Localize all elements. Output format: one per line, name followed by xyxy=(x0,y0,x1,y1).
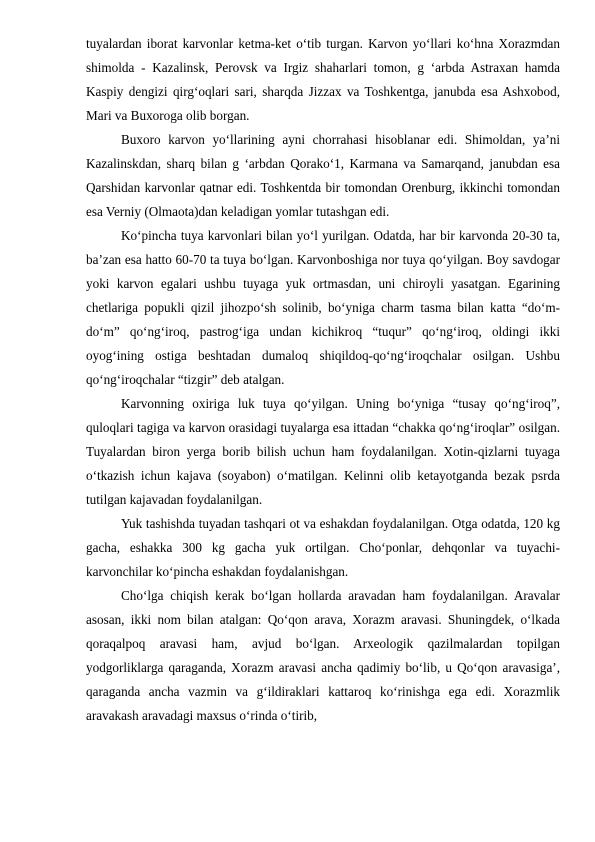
paragraph-camel-caravans: Ko‘pincha tuya karvonlari bilan yo‘l yurilgan. Odatda, har bir karvonda 20-30 ta, ba’zan esa hatto 60-70 ta tuya bo‘lgan. Karvonboshiga nor tuya qo‘yilgan. Boy savdogar yoki karvon egalari ushbu tuyaga yuk ortmasdan, uni chiroyli yasatgan. Egarining chetlariga popukli qizil jihozpo‘sh solinib, bo‘yniga charm tasma bilan katta “do‘m-do‘m” qo‘ng‘iroq, pastrog‘iga undan kichikroq “tuqur” qo‘ng‘iroq, oldingi ikki oyog‘ining ostiga beshtadan dumaloq shiqildoq-qo‘ng‘iroqchalar osilgan. Ushbu qo‘ng‘iroqchalar “tizgir” deb atalgan. xyxy=(86,228,560,387)
paragraph-buxoro-crossroads: Buxoro karvon yo‘llarining ayni chorrahasi hisoblanar edi. Shimoldan, ya’ni Kazalinskdan, sharq bilan g ‘arbdan Qorako‘1, Karmana va Samarqand, janubdan esa Qarshidan karvonlar qatnar edi. Toshkentda bir tomondan Orenburg, ikkinchi tomondan esa Verniy (Olmaota)dan keladigan yomlar tutashgan edi. xyxy=(86,132,560,219)
paragraph-caravan-bells: Karvonning oxiriga luk tuya qo‘yilgan. Uning bo‘yniga “tusay qo‘ng‘iroq”, quloqlari tagiga va karvon orasidagi tuyalarga esa ittadan “chakka qo‘ng‘iroqlar” osilgan. Tuyalardan biron yerga borib bilish uchun ham foydalanilgan. Xotin-qizlarni tuyaga o‘tkazish ichun kajava (soyabon) o‘matilgan. Kelinni olib ketayotganda bezak psrda tutilgan kajavadan foydalanilgan. xyxy=(86,396,560,507)
paragraph-horse-donkey-loads: Yuk tashishda tuyadan tashqari ot va eshakdan foydalanilgan. Otga odatda, 120 kg gacha, eshakka 300 kg gacha yuk ortilgan. Cho‘ponlar, dehqonlar va tuyachi-karvonchilar ko‘pincha eshakdan foydalanishgan. xyxy=(86,516,560,579)
paragraph-carts: Cho‘lga chiqish kerak bo‘lgan hollarda aravadan ham foydalanilgan. Aravalar asosan, ikki nom bilan atalgan: Qo‘qon arava, Xorazm aravasi. Shuningdek, o‘lkada qoraqalpoq aravasi ham, avjud bo‘lgan. Arxeologik qazilmalardan topilgan yodgorliklarga qaraganda, Xorazm aravasi ancha qadimiy bo‘lib, u Qo‘qon aravasiga’, qaraganda ancha vazmin va g‘ildiraklari kattaroq ko‘rinishga ega edi. Xorazmlik aravakash aravadagi maxsus o‘rinda o‘tirib, xyxy=(86,588,560,723)
paragraph-continuation: tuyalardan iborat karvonlar ketma-ket o‘tib turgan. Karvon yo‘llari ko‘hna Xorazmdan shimolda - Kazalinsk, Perovsk va Irgiz shaharlari tomon, g ‘arbda Astraxan hamda Kaspiy dengizi qirg‘oqlari sari, sharqda Jizzax va Toshkentga, janubda esa Ashxobod, Mari va Buxoroga olib borgan. xyxy=(86,36,560,123)
body-text xyxy=(86,32,560,728)
